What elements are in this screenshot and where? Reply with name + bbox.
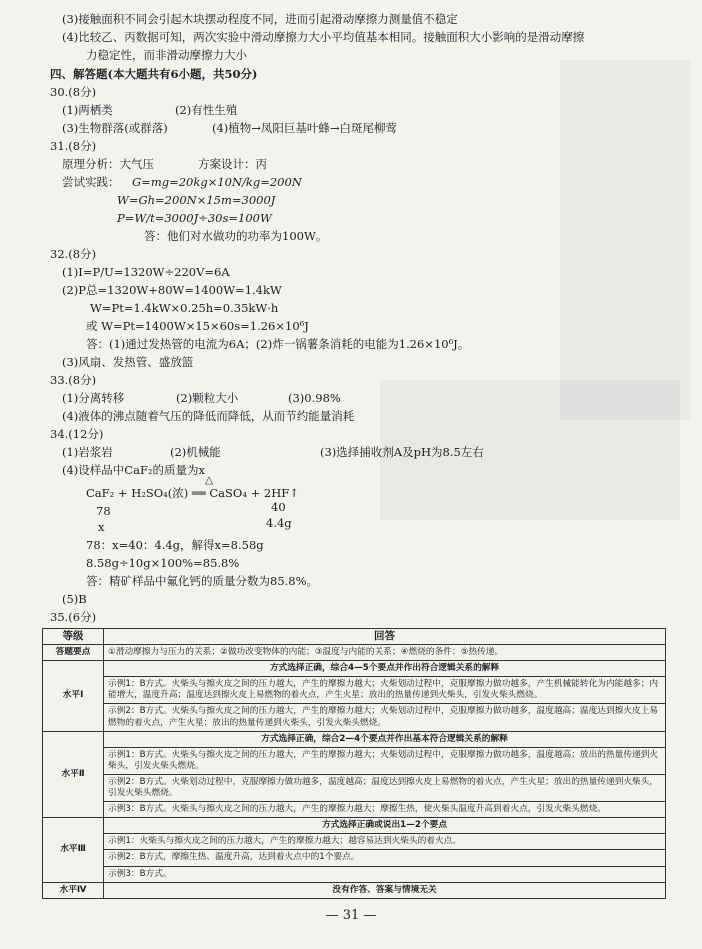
table-row (43, 774, 666, 801)
q34-percent: 8.58g÷10g×100%=85.8% (86, 556, 240, 570)
molar-mass-78: 78 (96, 504, 111, 518)
level-label: 水平Ⅳ (43, 882, 104, 898)
level-example: 示例2：B方式。火柴划动过程中，克服摩擦力做功越多，温度越高；温度达到擦火皮上易燃物的着火点，产生火星；放出的热量传递到火柴头，引发火柴头燃烧。 (104, 774, 666, 801)
q30-answer-4: (4)植物→凤阳巨基叶蜂→白斑尾柳莺 (212, 121, 398, 135)
table-row (43, 850, 666, 866)
level-example: 示例1：B方式。火柴头与擦火皮之间的压力越大，产生的摩擦力越大；火柴划动过程中，克服摩擦力做功越多，温度越高；放出的热量传递到火柴头，引发火柴头燃烧。 (104, 747, 666, 774)
level-example: 示例1：B方式。火柴头与擦火皮之间的压力越大，产生的摩擦力越大；火柴划动过程中，克服摩擦力做功越多，产生机械能转化为内能越多；内能增大，温度升高；温度达到擦火皮上易燃物的着火点，产生火星；放出的热量传递到火柴头，引发火柴头燃烧。 (104, 677, 666, 704)
q33-answer-4: (4)液体的沸点随着气压的降低而降低，从而节约能量消耗 (62, 409, 355, 423)
q30-answer-1: (1)两栖类 (62, 103, 113, 117)
col-answer-header: 回答 (104, 629, 666, 645)
q34-ratio-line: 78：x=40：4.4g，解得x=8.58g (86, 538, 264, 552)
q33-answer-3: (3)0.98% (288, 391, 341, 405)
q32-line-4: 或 W=Pt=1400W×15×60s=1.26×10⁶J (86, 319, 309, 333)
level-criteria: 没有作答、答案与情境无关 (104, 882, 666, 898)
table-row (43, 661, 666, 677)
chemical-equation: CaF₂ + H₂SO₄(浓) ══ CaSO₄ + 2HF↑ (86, 486, 299, 500)
q32-line-5: 答：(1)通过发热管的电流为6A；(2)炸一锅薯条消耗的电能为1.26×10⁶J。 (86, 337, 470, 351)
section-title: 四、解答题(本大题共有6小题，共50分) (50, 67, 258, 81)
level-example: 示例3：B方式。火柴头与擦火皮之间的压力越大，产生的摩擦力越大；摩擦生热，使火柴头温度升高到着火点，引发火柴头燃烧。 (104, 802, 666, 818)
q34-answer-1: (1)岩浆岩 (62, 445, 113, 459)
q34-answer-3: (3)选择捕收剂A及pH为8.5左右 (320, 445, 484, 459)
col-level-header: 等级 (43, 629, 104, 645)
q31-equation-1: G=mg=20kg×10N/kg=200N (132, 175, 302, 189)
table-row (43, 834, 666, 850)
q31-principle: 原理分析：大气压 (62, 157, 154, 171)
level-label: 水平Ⅲ (43, 818, 104, 882)
bleed-through-shade (560, 60, 690, 420)
table-row (43, 645, 666, 661)
level-example: 示例1：火柴头与擦火皮之间的压力越大，产生的摩擦力越大；越容易达到火柴头的着火点。 (104, 834, 666, 850)
q31-heading: 31.(8分) (50, 139, 97, 153)
q31-practice-label: 尝试实践： (62, 175, 120, 189)
q35-heading: 35.(6分) (50, 610, 97, 624)
q34-answer-5: (5)B (62, 592, 87, 606)
table-row (43, 704, 666, 731)
table-row (43, 747, 666, 774)
level-criteria: 方式选择正确或说出1—2个要点 (104, 818, 666, 834)
q34-answer-4: (4)设样品中CaF₂的质量为x (62, 463, 206, 477)
q31-equation-2: W=Gh=200N×15m=3000J (117, 193, 276, 207)
q34-heading: 34.(12分) (50, 427, 104, 441)
level-label: 水平Ⅰ (43, 661, 104, 731)
key-points-text: ①滑动摩擦力与压力的关系；②做功改变物体的内能；③温度与内能的关系；④燃烧的条件；⑤热传递。 (104, 645, 666, 661)
q32-line-6: (3)风扇、发热管、盛放篮 (62, 355, 194, 369)
reaction-heat-symbol: △ (205, 474, 214, 486)
table-row (43, 802, 666, 818)
answer-line: 力稳定性，而非滑动摩擦力大小 (86, 48, 247, 62)
q30-heading: 30.(8分) (50, 85, 97, 99)
q32-line-3: W=Pt=1.4kW×0.25h=0.35kW·h (90, 301, 279, 315)
q34-answer: 答：精矿样品中氟化钙的质量分数为85.8%。 (86, 574, 319, 588)
molar-mass-40: 40 (271, 500, 286, 514)
level-criteria: 方式选择正确，综合4—5个要点并作出符合逻辑关系的解释 (104, 661, 666, 677)
q35-answer-table (42, 628, 666, 899)
q30-answer-3: (3)生物群落(或群落) (62, 121, 168, 135)
table-row (43, 677, 666, 704)
q32-heading: 32.(8分) (50, 247, 97, 261)
q33-answer-2: (2)颗粒大小 (176, 391, 239, 405)
level-example: 示例2：B方式。火柴头与擦火皮之间的压力越大，产生的摩擦力越大；火柴划动过程中，克服摩擦力做功越多，温度越高；温度达到擦火皮上易燃物的着火点，产生火星；放出的热量传递到火柴头，引发火柴头燃烧。 (104, 704, 666, 731)
q31-answer: 答：他们对水做功的功率为100W。 (144, 229, 328, 243)
level-criteria: 方式选择正确，综合2—4个要点并作出基本符合逻辑关系的解释 (104, 731, 666, 747)
q31-plan: 方案设计：丙 (198, 157, 267, 171)
answer-line: (4)比较乙、丙数据可知，两次实验中滑动摩擦力大小平均值基本相同。接触面积大小影响的是滑动摩擦 (62, 30, 585, 44)
q33-answer-1: (1)分离转移 (62, 391, 125, 405)
unknown-x: x (98, 520, 105, 534)
mass-4-4g: 4.4g (266, 516, 292, 530)
q30-answer-2: (2)有性生殖 (175, 103, 238, 117)
q33-heading: 33.(8分) (50, 373, 97, 387)
table-row (43, 731, 666, 747)
q31-equation-3: P=W/t=3000J÷30s=100W (117, 211, 272, 225)
q32-line-1: (1)I=P/U=1320W÷220V=6A (62, 265, 230, 279)
table-row (43, 818, 666, 834)
table-row (43, 866, 666, 882)
page-number: — 31 — (325, 908, 377, 923)
q34-answer-2: (2)机械能 (170, 445, 221, 459)
answer-line: (3)接触面积不同会引起木块摆动程度不同，进而引起滑动摩擦力测量值不稳定 (62, 12, 458, 26)
q32-line-2: (2)P总=1320W+80W=1400W=1.4kW (62, 283, 282, 297)
level-label: 水平Ⅱ (43, 731, 104, 818)
level-example: 示例2：B方式，摩擦生热、温度升高，达到着火点中的1个要点。 (104, 850, 666, 866)
level-example: 示例3：B方式。 (104, 866, 666, 882)
key-points-label: 答题要点 (43, 645, 104, 661)
table-header-row (43, 629, 666, 645)
table-row (43, 882, 666, 898)
